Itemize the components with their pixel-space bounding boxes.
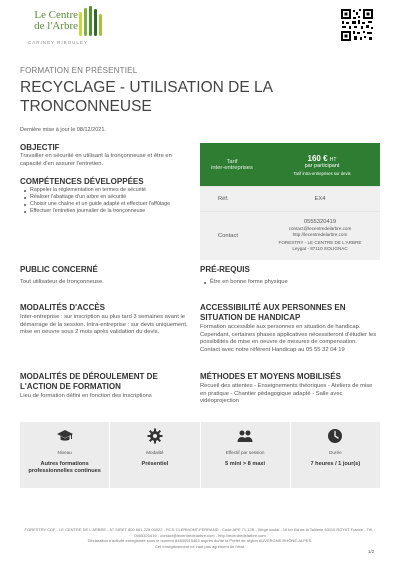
footer-company-line: FORESTRY CDF - LE CENTRE DE L'ARBRE - N° SIRET 800 661 225 00022 - RCS CLERMONT-FERRAND - Code APE 71.12B - Siège social : 16 ter Bd de la Taillerie 63110 ROYAT France - Tél. : 0555320419 - contact@lecentredelarbre.com - http://lecentredelarbre.com [24, 527, 376, 538]
list-item: Réaliser l'abattage d'un arbre en sécurité [20, 194, 190, 201]
deroulement-text: Lieu de formation défini en fonction des inscriptions [20, 393, 152, 399]
prerequis-heading: PRÉ-REQUIS [200, 265, 250, 274]
contact-details [260, 212, 380, 260]
objectif-heading: OBJECTIF [20, 143, 60, 152]
list-item: Être en bonne forme physique [200, 279, 288, 285]
gear-icon [147, 428, 163, 444]
last-updated-text: Dernière mise à jour le 08/12/2021. [20, 127, 106, 133]
group-icon [237, 428, 253, 444]
stat-label: Effectif par session [225, 450, 265, 455]
public-text: Tout utilisateur de tronçonneuse. [20, 279, 104, 285]
tarif-sublabel: inter-entreprises [211, 164, 253, 171]
price-amount: 160 € [307, 153, 328, 163]
stat-label: Modalité [146, 450, 164, 455]
logo-line-2: de l'Arbre [34, 20, 78, 32]
page-title: RECYCLAGE - UTILISATION DE LA TRONCONNEUSE [20, 79, 273, 115]
logo-subtitle: CARINEY RIBOULEY [28, 40, 88, 45]
qr-code-icon [340, 8, 374, 42]
list-item: Choisir une chaîne et un guide adapté et effectuer l'affûtage [20, 201, 190, 208]
logo-wordmark [18, 10, 78, 32]
list-item: Effectuer l'entretien journalier de la tronçonneuse [20, 208, 190, 215]
stat-value: 7 heures / 1 jour(s) [310, 461, 361, 467]
graduation-cap-icon [57, 428, 73, 444]
contact-phone[interactable]: 0555320419 [303, 219, 337, 225]
tarif-value-cell [264, 143, 380, 186]
stat-value: Autres formations professionnelles continues [28, 461, 101, 474]
training-type-label: FORMATION EN PRÉSENTIEL [20, 66, 138, 75]
stat-label: Durée [329, 450, 342, 455]
price-unit: HT [329, 156, 337, 163]
stat-value: 5 mini > 8 maxi [225, 461, 266, 467]
price [308, 154, 337, 163]
page-number: 1/2 [368, 549, 375, 554]
deroulement-heading: MODALITÉS DE DÉROULEMENT DE L'ACTION DE FORMATION [20, 372, 158, 391]
tarif-label: Tarif [226, 158, 238, 165]
reference-value: EX4 [314, 196, 326, 202]
contact-website[interactable]: http://lecentredelarbre.com [292, 231, 348, 237]
modalites-heading: MODALITÉS D'ACCÈS [20, 303, 106, 312]
stat-value: Présentiel [141, 461, 169, 467]
stats-band [20, 422, 380, 488]
contact-row [200, 212, 380, 260]
contact-org: FORESTRY - LE CENTRE DE L'ARBRE [278, 240, 362, 246]
modalites-text: Inter-entreprise : sur inscription au plus tard 3 semaines avant le démarrage de la session. Intra-entreprise : sur devis uniquement, mise en oeuvre sous 2 mois après validation du devis. [20, 314, 188, 335]
accessibilite-heading: ACCESSIBILITÉ AUX PERSONNES EN SITUATION DE HANDICAP [200, 303, 346, 322]
methodes-heading: MÉTHODES ET MOYENS MOBILISÉS [200, 372, 341, 381]
tarif-row [200, 143, 380, 187]
list-item: Rappeler la réglementation en termes de sécurité [20, 187, 190, 194]
stat-label: Niveau [57, 450, 72, 455]
methodes-text: Recueil des attentes - Enseignements théoriques - Ateliers de mise en pratique - Chantier pédagogique adapté - Salle avec vidéoprojection [200, 383, 373, 404]
contact-email[interactable]: contact@lecentredelarbre.com [288, 225, 352, 231]
footer [20, 527, 380, 549]
clock-icon [327, 428, 343, 444]
competences-list [20, 187, 190, 215]
competences-heading: COMPÉTENCES DÉVELOPPÉES [20, 177, 144, 186]
footer-declaration-line: Déclaration d'activité enregistrée sous le numéro 84630515463 auprès du/de la Préfet de région AUVERGNE-RHÔNE-ALPES. [87, 538, 313, 544]
contact-label: Contact [218, 233, 238, 239]
objectif-text: Travailler en sécurité en utilisant la tronçonneuse et être en capacité d'en assurer l'entretien. [20, 153, 172, 167]
stat-modalite [110, 422, 200, 488]
reference-label: Réf. [218, 196, 229, 202]
public-heading: PUBLIC CONCERNÉ [20, 265, 98, 274]
stat-niveau [20, 422, 110, 488]
tarif-label-cell [200, 143, 264, 186]
logo-line-1: Le Centre [34, 9, 78, 21]
stat-duree [291, 422, 380, 488]
contact-city: Leygat - 87110 SOLIGNAC [292, 246, 348, 252]
info-table [200, 143, 380, 260]
prerequis-list [200, 279, 288, 285]
tree-logo-icon [78, 6, 104, 38]
reference-row [200, 187, 380, 212]
price-per: par participant [304, 162, 340, 169]
stat-effectif [201, 422, 291, 488]
accessibilite-text: Formation accessible aux personnes en situation de handicap. Cependant, certaines phases applicatives nécessiteront d'étudier les possibilités de mise en oeuvre de mesures de compensation. Contact avec notre référent Handicap au 05 55 32 04 19 [200, 324, 377, 353]
footer-note-line: Cet enregistrement ne vaut pas agrément de l'état. [155, 543, 245, 549]
price-note: Tarif intra-entreprises sur devis [293, 170, 351, 176]
